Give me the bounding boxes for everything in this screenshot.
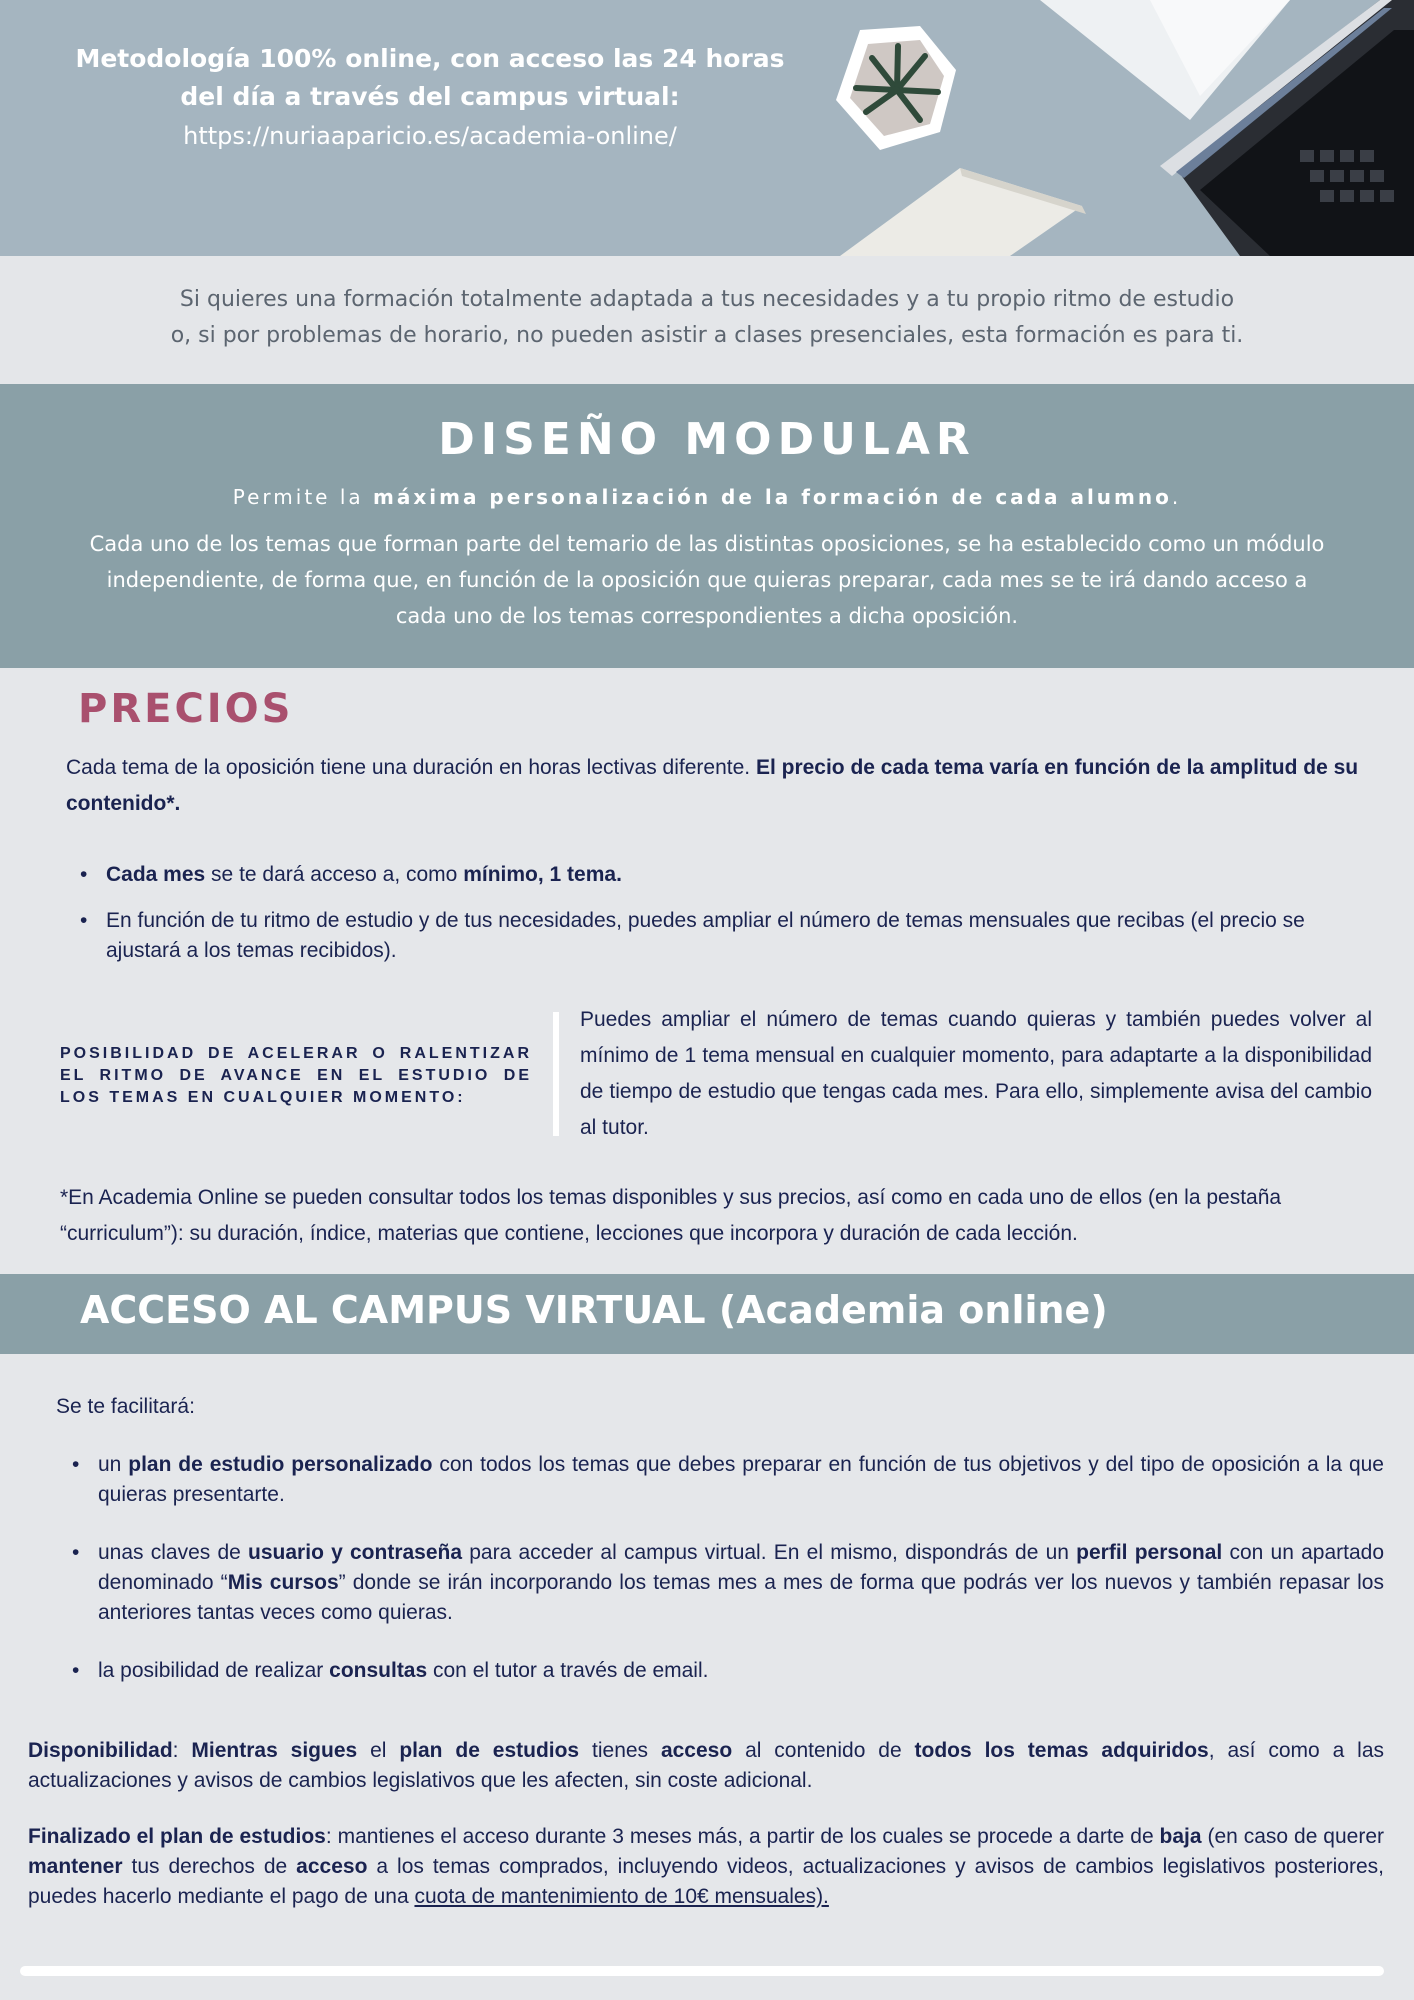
intro-line-2: o, si por problemas de horario, no pueden asistir a clases presenciales, esta formación es para ti. <box>170 323 1244 348</box>
hero-line-2: del día a través del campus virtual: <box>180 82 680 111</box>
notebook-image <box>840 168 1086 256</box>
precios-footnote: *En Academia Online se pueden consultar todos los temas disponibles y sus precios, así como en cada uno de ellos (en la pestaña “curriculum”): su duración, índice, materias que contiene, lecciones que incorpora y duración de cada lección. <box>60 1186 1282 1245</box>
hero-text <box>40 40 820 156</box>
bullet-icon: • <box>80 863 88 886</box>
bullet-icon: • <box>80 909 88 932</box>
accel-label: POSIBILIDAD DE ACELERAR O RALENTIZAR EL RITMO DE AVANCE EN EL ESTUDIO DE LOS TEMAS EN CUALQUIER MOMENTO: <box>60 1045 532 1106</box>
accel-description: Puedes ampliar el número de temas cuando quieras y también puedes volver al mínimo de 1 tema mensual en cualquier momento, para adaptarte a la disponibilidad de tiempo de estudio que tengas cada mes. Para ello, simplemente avisa del cambio al tutor. <box>580 1008 1372 1139</box>
cuota-link[interactable]: cuota de mantenimiento de 10€ mensuales). <box>414 1885 829 1908</box>
intro-line-1: Si quieres una formación totalmente adaptada a tus necesidades y a tu propio ritmo de estudio <box>179 287 1235 312</box>
precios-intro: Cada tema de la oposición tiene una duración en horas lectivas diferente. El precio de cada tema varía en función de la amplitud de su contenido*. <box>66 756 1359 815</box>
precios-heading: PRECIOS <box>78 686 294 732</box>
list-item: • un plan de estudio personalizado con todos los temas que debes preparar en función de tus objetivos y del tipo de oposición a la que quieras presentarte. <box>58 1450 1384 1510</box>
plant-pot-image <box>836 26 956 150</box>
hero-line-1: Metodología 100% online, con acceso las 24 horas <box>75 44 785 73</box>
disponibilidad-paragraph: Disponibilidad: Mientras sigues el plan de estudios tienes acceso al contenido de todos los temas adquiridos, así como a las actualizaciones y avisos de cambios legislativos que les afecten, sin coste adicional. <box>28 1739 1385 1792</box>
finalizado-paragraph: Finalizado el plan de estudios: mantienes el acceso durante 3 meses más, a partir de los cuales se procede a darte de baja (en caso de querer mantener tus derechos de acceso a los temas comprados, incluyendo videos, actualizaciones y avisos de cambios legislativos posteriores, puedes hacerlo mediante el pago de una cuota de mantenimiento de 10€ mensuales). <box>28 1825 1384 1908</box>
campus-section-header <box>0 1274 1414 1354</box>
list-item: • Cada mes se te dará acceso a, como mínimo, 1 tema. <box>66 860 1366 890</box>
bullet-icon: • <box>72 1541 80 1564</box>
precios-list <box>66 860 1366 982</box>
bottom-divider <box>20 1966 1384 1976</box>
modular-section <box>0 384 1414 668</box>
modular-description: Cada uno de los temas que forman parte del temario de las distintas oposiciones, se ha establecido como un módulo independiente, de forma que, en función de la oposición que quieras preparar, cada mes se te irá dando acceso a cada uno de los temas correspondientes a dicha oposición. <box>89 532 1325 628</box>
modular-subtitle: Permite la máxima personalización de la formación de cada alumno. <box>232 485 1182 509</box>
modular-title: DISEÑO MODULAR <box>438 414 976 465</box>
facilitara-label: Se te facilitará: <box>56 1395 195 1418</box>
hero-banner <box>0 0 1414 256</box>
campus-url-link[interactable]: https://nuriaaparicio.es/academia-online/ <box>183 122 677 150</box>
divider <box>553 1012 559 1136</box>
list-item: • unas claves de usuario y contraseña para acceder al campus virtual. En el mismo, dispondrás de un perfil personal con un apartado denominado “Mis cursos” donde se irán incorporando los temas mes a mes de forma que podrás ver los nuevos y también repasar los anteriores tantas veces como quieras. <box>58 1538 1384 1628</box>
bullet-icon: • <box>72 1659 80 1682</box>
list-item: • En función de tu ritmo de estudio y de tus necesidades, puedes ampliar el número de temas mensuales que recibas (el precio se ajustará a los temas recibidos). <box>66 906 1366 966</box>
campus-title: ACCESO AL CAMPUS VIRTUAL (Academia online) <box>80 1288 1108 1332</box>
bullet-icon: • <box>72 1453 80 1476</box>
campus-list <box>58 1450 1384 1714</box>
list-item: • la posibilidad de realizar consultas con el tutor a través de email. <box>58 1656 1384 1686</box>
intro-section <box>0 256 1414 384</box>
